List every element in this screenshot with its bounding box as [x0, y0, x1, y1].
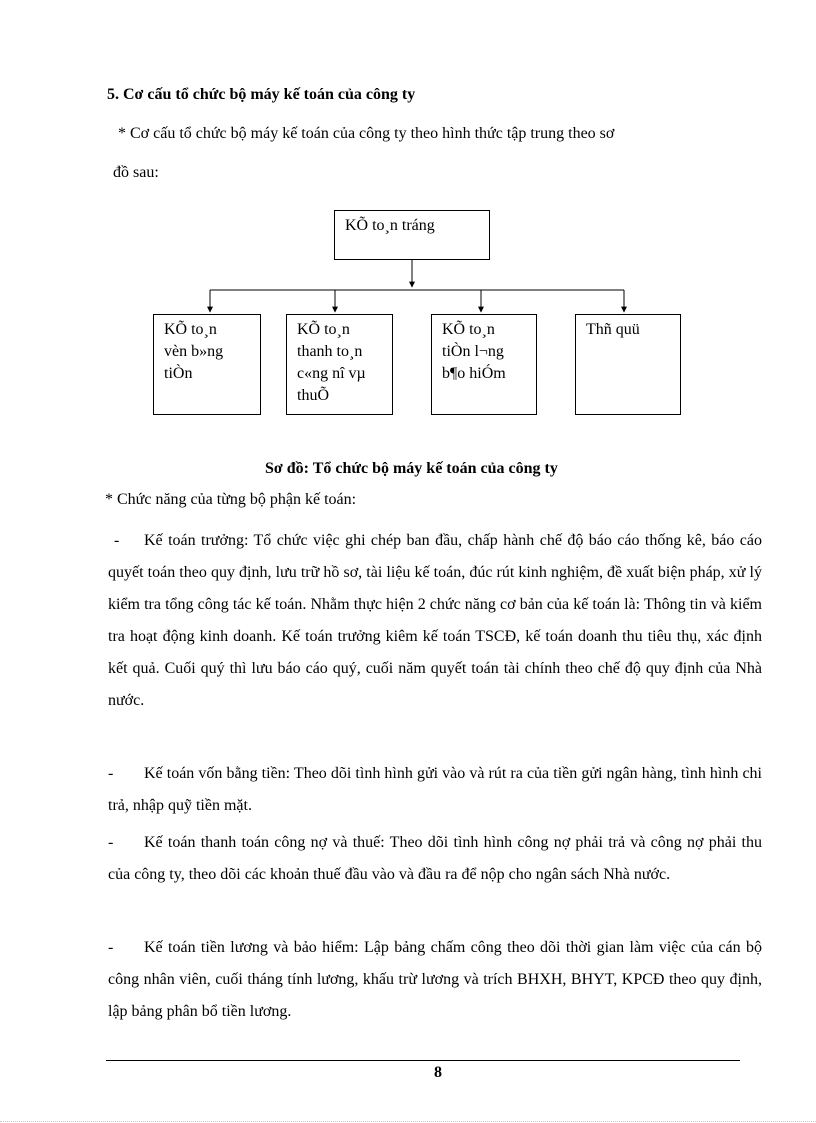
- functions-title: * Chức năng của từng bộ phận kế toán:: [105, 491, 357, 508]
- footer-rule: [106, 1060, 740, 1061]
- paragraph-cash-accountant: [108, 758, 762, 822]
- paragraph-text: Kế toán vốn bằng tiền: Theo dõi tình hình gửi vào và rút ra của tiền gửi ngân hàng, tình hình chi trả, nhập quỹ tiền mặt.: [108, 765, 762, 814]
- diagram-caption: Sơ đồ: Tổ chức bộ máy kế toán của công ty: [265, 460, 558, 477]
- page-bottom-dotted-rule: [0, 1121, 816, 1122]
- box-payables-tax-accountant: KÕ to¸n thanh to¸n c«ng nî vµ thuÕ: [286, 314, 393, 415]
- box-chief-accountant: KÕ to¸n tráng: [334, 210, 490, 260]
- bullet-dash: -: [108, 939, 114, 956]
- intro-text-line-1: * Cơ cấu tổ chức bộ máy kế toán của công ty theo hình thức tập trung theo sơ: [118, 125, 615, 142]
- bullet-dash: -: [108, 765, 114, 782]
- intro-text-line-2: đồ sau:: [113, 164, 159, 181]
- paragraph-text: Kế toán thanh toán công nợ và thuế: Theo dõi tình hình công nợ phải trả và công nợ phải thu của công ty, theo dõi các khoản thuế đầu vào và đầu ra để nộp cho ngân sách Nhà nước.: [108, 834, 762, 883]
- paragraph-chief-accountant: [108, 525, 762, 717]
- paragraph-payroll-accountant: [108, 932, 762, 1028]
- box-treasurer: Thñ quü: [575, 314, 681, 415]
- paragraph-text: Kế toán trưởng: Tổ chức việc ghi chép ban đầu, chấp hành chế độ báo cáo thống kê, báo cáo quyết toán theo quy định, lưu trữ hồ sơ, tài liệu kế toán, đúc rút kinh nghiệm, đề xuất biện pháp, xử lý kiểm tra tổng công tác kế toán. Nhằm thực hiện 2 chức năng cơ bản của kế toán là: Thông tin và kiểm tra hoạt động kinh doanh. Kế toán trưởng kiêm kế toán TSCĐ, kế toán doanh thu tiêu thụ, xác định kết quả. Cuối quý thì lưu báo cáo quý, cuối năm quyết toán tài chính theo chế độ quy định của Nhà nước.: [108, 532, 762, 709]
- box-payroll-insurance-accountant: KÕ to¸n tiÒn l¬ng b¶o hiÓm: [431, 314, 537, 415]
- paragraph-payables-tax-accountant: [108, 827, 762, 891]
- page-number: 8: [434, 1064, 442, 1081]
- bullet-dash: -: [108, 834, 114, 851]
- section-heading: 5. Cơ cấu tổ chức bộ máy kế toán của công ty: [107, 86, 416, 103]
- box-cash-accountant: KÕ to¸n vèn b»ng tiÒn: [153, 314, 261, 415]
- paragraph-text: Kế toán tiền lương và bảo hiểm: Lập bảng chấm công theo dõi thời gian làm việc của cán bộ công nhân viên, cuối tháng tính lương, khấu trừ lương và trích BHXH, BHYT, KPCĐ theo quy định, lập bảng phân bổ tiền lương.: [108, 939, 762, 1020]
- bullet-dash: -: [114, 532, 120, 549]
